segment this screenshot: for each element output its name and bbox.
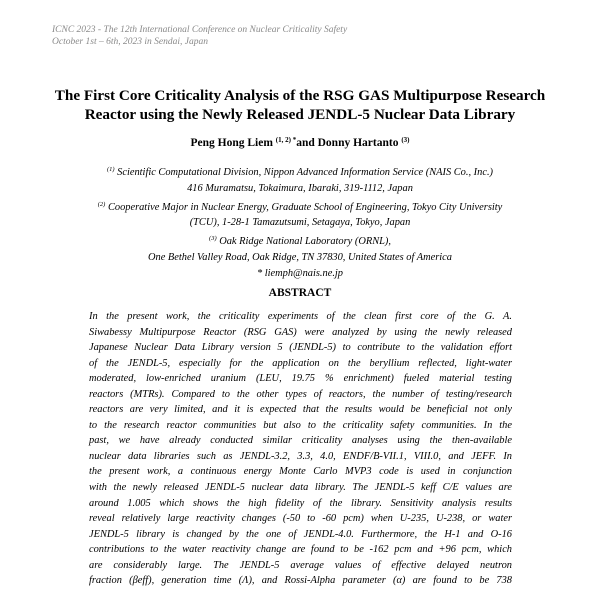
abstract-line: JENDL-5 library is changed by the one of JENDL-4.0. Furthermore, the H-1 and O-16 xyxy=(89,528,512,540)
abstract-line: of the JENDL-5, especially for the application on the beryllium reflected, light-water xyxy=(89,357,512,369)
running-head-line-2: October 1st – 6th, 2023 in Sendai, Japan xyxy=(52,37,208,47)
affiliation-2-text: Cooperative Major in Nuclear Energy, Graduate School of Engineering, Tokyo City University xyxy=(107,201,503,213)
abstract-line: contributions to the water reactivity change are found to be -162 pcm and +96 pcm, which xyxy=(89,544,512,556)
abstract-line: Siwabessy Multipurpose Reactor (RSG GAS) were analyzed by using the newly released xyxy=(89,326,512,338)
paper-title-line-2: Reactor using the Newly Released JENDL-5 Nuclear Data Library xyxy=(84,106,516,123)
abstract-line: nuclear data libraries such as JENDL-3.2, 3.3, 4.0, ENDF/B-VII.1, VIII.0, and JEFF. In xyxy=(89,450,512,462)
paper-title-line-1: The First Core Criticality Analysis of the RSG GAS Multipurpose Research xyxy=(54,87,546,104)
affiliation-2-line-2: (TCU), 1-28-1 Tamazutsumi, Setagaya, Tokyo, Japan xyxy=(189,217,411,229)
abstract-line: past, we have already conducted similar criticality analyses using the then-available xyxy=(89,435,512,447)
abstract-line: moderated, low-enriched uranium (LEU, 19.75 % enrichment) fueled material testing xyxy=(89,373,512,385)
author-line xyxy=(0,133,600,150)
affiliation-1-text: Scientific Computational Division, Nippon Advanced Information Service (NAIS Co., Inc.) xyxy=(117,167,494,178)
affiliation-2-mark: (2) xyxy=(97,200,106,208)
abstract-line: reactors (MTRs). Compared to the other types of reactors, the number of testing/research xyxy=(89,388,512,400)
abstract-line: In the present work, the criticality experiments of the clean first core of the G. A. xyxy=(89,311,512,322)
abstract-line: with the newly released JENDL-5 nuclear data library. The JENDL-5 keff C/E values are xyxy=(89,482,512,494)
paper-title xyxy=(30,86,570,124)
abstract-line: around 1.005 which shows the high fidelity of the library. Sensitivity analysis results xyxy=(89,497,512,509)
abstract-line: to the research reactor communities but also to the criticality safety communities. In the xyxy=(89,419,512,431)
affiliation-1-line-2: 416 Muramatsu, Tokaimura, Ibaraki, 319-1112, Japan xyxy=(187,182,413,194)
abstract-line: Japanese Nuclear Data Library version 5 (JENDL-5) to contribute to the validation effort xyxy=(89,342,512,354)
affiliation-2-line-1 xyxy=(60,197,540,216)
author-connector: and Donny Hartanto xyxy=(296,137,399,149)
affiliation-3-line-1 xyxy=(60,231,540,250)
corresponding-email: * liemph@nais.ne.jp xyxy=(256,267,344,279)
affiliation-1-line-1 xyxy=(60,162,540,181)
affiliation-3-mark: (3) xyxy=(209,235,217,243)
affiliations xyxy=(60,162,540,282)
author-1-name: Peng Hong Liem xyxy=(190,137,273,149)
running-head xyxy=(52,24,347,48)
abstract-line: fraction (βeff), generation time (Λ), and Rossi-Alpha parameter (α) are found to be 738 xyxy=(89,575,512,587)
affiliation-3-text: Oak Ridge National Laboratory (ORNL), xyxy=(219,236,391,248)
affiliation-1-mark: (1) xyxy=(106,166,115,173)
abstract-line: are considerably large. The JENDL-5 average values of effective delayed neutron xyxy=(89,559,512,571)
abstract-line: the present work, a continuous energy Monte Carlo MVP3 code is used in conjunction xyxy=(89,466,512,478)
abstract-line: reactors are very limited, and it is expected that the results would be beneficial not only xyxy=(89,404,512,416)
abstract-body xyxy=(89,309,512,589)
affiliation-3-line-2: One Bethel Valley Road, Oak Ridge, TN 37830, United States of America xyxy=(148,251,452,263)
author-1-affiliation-mark: (1, 2) * xyxy=(275,136,297,144)
running-head-line-1: ICNC 2023 - The 12th International Conference on Nuclear Criticality Safety xyxy=(52,25,348,35)
abstract-heading: ABSTRACT xyxy=(268,287,332,299)
abstract-line: reveal relatively large reactivity changes (-50 to -60 pcm) when U-235, U-238, or water xyxy=(89,513,512,525)
author-2-affiliation-mark: (3) xyxy=(401,136,410,144)
